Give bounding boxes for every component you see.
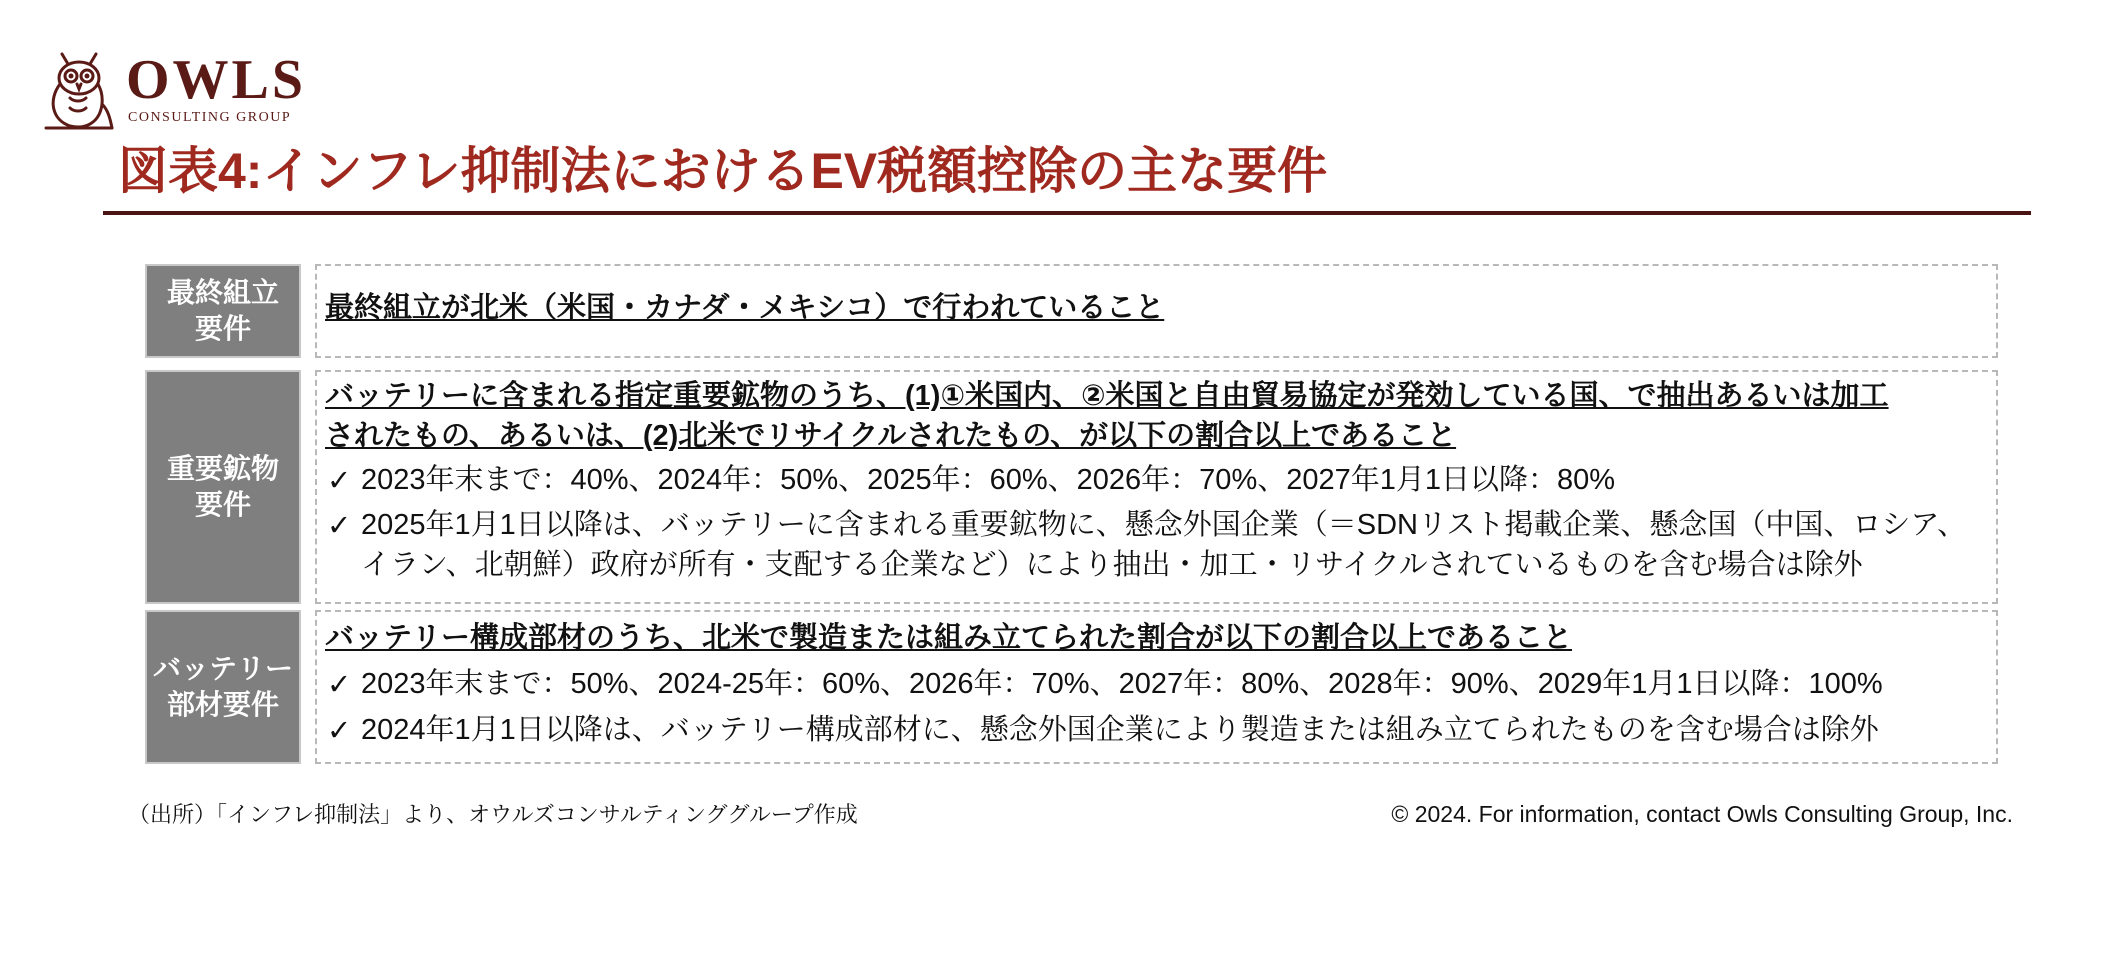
- row-heading: バッテリー構成部材のうち、北米で製造または組み立てられた割合が以下の割合以上であること: [325, 622, 1573, 654]
- owl-icon: [40, 44, 118, 132]
- logo-subtitle: CONSULTING GROUP: [128, 110, 292, 125]
- title-divider: [103, 211, 2031, 215]
- list-item: [325, 460, 1996, 500]
- row-label-line: 部材要件: [166, 689, 279, 720]
- row-label: [145, 370, 301, 604]
- copyright-notice: © 2024. For information, contact Owls Consulting Group, Inc.: [1391, 801, 2013, 827]
- logo-wordmark: OWLS: [126, 49, 307, 111]
- row-heading: されたもの、あるいは、(2)北米でリサイクルされたもの、が以下の割合以上であること: [325, 420, 1457, 452]
- row-label-line: バッテリー: [152, 653, 293, 684]
- bullet-text: 2023年末まで：50%、2024-25年：60%、2026年：70%、2027年：80%、2028年：90%、2029年1月1日以降：100%: [361, 668, 1883, 700]
- check-icon: ✓: [327, 667, 352, 701]
- bullet-text: 2023年末まで：40%、2024年：50%、2025年：60%、2026年：70%、2027年1月1日以降：80%: [361, 464, 1616, 496]
- row-label: [145, 610, 301, 764]
- list-item: [325, 710, 1996, 750]
- list-item: [325, 505, 1996, 585]
- row-label-line: 重要鉱物: [166, 453, 279, 484]
- row-label-line: 要件: [194, 313, 251, 344]
- row-label-line: 最終組立: [166, 277, 279, 308]
- row-heading: バッテリーに含まれる指定重要鉱物のうち、(1)①米国内、②米国と自由貿易協定が発効している国、で抽出あるいは加工: [325, 380, 1889, 412]
- source-note: （出所）「インフレ抑制法」より、オウルズコンサルティンググループ作成: [128, 802, 858, 827]
- row-content: [315, 370, 1998, 604]
- row-content: [315, 264, 1998, 358]
- bullet-text: イラン、北朝鮮）政府が所有・支配する企業など）により抽出・加工・リサイクルされているものを含む場合は除外: [361, 549, 1863, 581]
- requirement-row-minerals: [145, 370, 1998, 604]
- row-label-line: 要件: [194, 489, 251, 520]
- list-item: [325, 664, 1996, 704]
- row-heading: 最終組立が北米（米国・カナダ・メキシコ）で行われていること: [325, 292, 1165, 324]
- requirement-row-assembly: [145, 264, 1998, 358]
- bullet-text: 2025年1月1日以降は、バッテリーに含まれる重要鉱物に、懸念外国企業（＝SDNリスト掲載企業、懸念国（中国、ロシア、: [361, 509, 1967, 541]
- page-title: 図表4:インフレ抑制法におけるEV税額控除の主な要件: [118, 143, 1328, 199]
- check-icon: ✓: [327, 713, 352, 747]
- check-icon: ✓: [327, 463, 352, 497]
- check-icon: ✓: [327, 508, 352, 542]
- row-content: [315, 610, 1998, 764]
- row-label: [145, 264, 301, 358]
- company-logo: [40, 44, 310, 134]
- bullet-text: 2024年1月1日以降は、バッテリー構成部材に、懸念外国企業により製造または組み立てられたものを含む場合は除外: [361, 714, 1879, 746]
- requirement-row-battery-components: [145, 610, 1998, 764]
